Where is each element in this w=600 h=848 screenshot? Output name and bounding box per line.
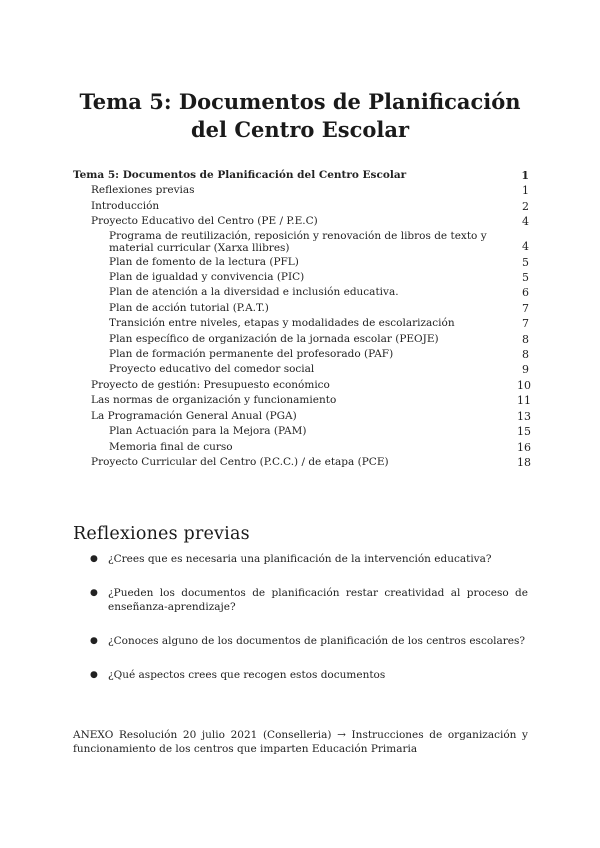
toc-entry[interactable] — [73, 270, 529, 285]
toc-entry-title: Plan de formación permanente del profesorado (PAF) — [109, 348, 394, 361]
toc-entry[interactable] — [73, 285, 529, 300]
toc-entry-page: 1 — [521, 169, 529, 182]
question-list — [73, 552, 528, 702]
question-text: ¿Crees que es necesaria una planificación de la intervención educativa? — [108, 553, 492, 565]
toc-entry[interactable] — [73, 199, 529, 214]
toc-entry[interactable] — [73, 347, 529, 362]
toc-entry[interactable] — [73, 378, 529, 393]
toc-entry-page: 6 — [522, 286, 529, 300]
toc-entry-title: Proyecto educativo del comedor social — [109, 363, 315, 376]
toc-entry-title: Proyecto Curricular del Centro (P.C.C.) / de etapa (PCE) — [91, 455, 389, 468]
toc-entry-page: 8 — [522, 332, 529, 346]
toc-entry-page: 13 — [517, 409, 531, 423]
toc-entry[interactable] — [73, 301, 529, 316]
toc-entry-page: 5 — [522, 271, 529, 285]
toc-entry-page: 4 — [522, 215, 529, 229]
toc-entry[interactable] — [73, 393, 529, 408]
toc-entry-title: Plan de fomento de la lectura (PFL) — [109, 255, 299, 268]
toc-entry-title: Plan de igualdad y convivencia (PIC) — [109, 271, 305, 284]
toc-entry-title: Transición entre niveles, etapas y modalidades de escolarización — [109, 317, 455, 330]
toc-entry[interactable] — [73, 230, 529, 255]
toc-entry-page: 7 — [522, 317, 529, 331]
toc-entry-page: 15 — [517, 425, 531, 439]
toc-entry-title: Reflexiones previas — [91, 184, 195, 197]
bullet-icon: ● — [90, 554, 98, 564]
question-text: ¿Pueden los documentos de planificación restar creatividad al proceso de enseñanza-aprendizaje? — [108, 587, 528, 613]
toc-entry-title: Plan Actuación para la Mejora (PAM) — [109, 425, 307, 438]
table-of-contents — [73, 168, 529, 470]
list-item — [73, 586, 528, 614]
toc-entry-title: Programa de reutilización, reposición y renovación de libros de texto y material curricular (Xarxa llibres) — [109, 229, 487, 255]
bullet-icon: ● — [90, 636, 98, 646]
toc-entry-title: Memoria final de curso — [109, 440, 233, 453]
toc-entry-title: Introducción — [91, 199, 160, 212]
question-text: ¿Conoces alguno de los documentos de planificación de los centros escolares? — [108, 635, 526, 647]
page-title: Tema 5: Documentos de Planificación del Centro Escolar — [79, 89, 521, 142]
toc-entry[interactable] — [73, 362, 529, 377]
toc-entry-page: 10 — [517, 378, 531, 392]
toc-entry-title: Las normas de organización y funcionamiento — [91, 394, 337, 407]
toc-entry-page: 2 — [522, 199, 529, 213]
toc-entry-page: 16 — [517, 440, 531, 454]
toc-entry-page: 9 — [522, 363, 529, 377]
toc-entry-title: Proyecto Educativo del Centro (PE / P.E.C) — [91, 215, 318, 228]
bullet-icon: ● — [90, 670, 98, 680]
toc-entry[interactable] — [73, 409, 529, 424]
toc-entry-title: Plan de acción tutorial (P.A.T.) — [109, 301, 269, 314]
list-item — [73, 634, 528, 648]
toc-entry[interactable] — [73, 214, 529, 229]
toc-entry-page: 4 — [522, 240, 529, 254]
question-text: ¿Qué aspectos crees que recogen estos documentos — [108, 669, 386, 681]
toc-entry-title: Tema 5: Documentos de Planificación del Centro Escolar — [73, 169, 407, 181]
toc-entry-page: 8 — [522, 348, 529, 362]
list-item — [73, 552, 528, 566]
toc-entry-page: 5 — [522, 255, 529, 269]
toc-entry-page: 11 — [517, 394, 531, 408]
bullet-icon: ● — [90, 588, 98, 598]
annex-note: ANEXO Resolución 20 julio 2021 (Conselleria) → Instrucciones de organización y funcionamiento de los centros que imparten Educación Primaria — [73, 729, 528, 755]
toc-entry-page: 18 — [517, 455, 531, 469]
toc-entry[interactable] — [73, 332, 529, 347]
toc-entry-title: Proyecto de gestión: Presupuesto económico — [91, 378, 330, 391]
toc-entry-page: 7 — [522, 301, 529, 315]
toc-entry-title: Plan específico de organización de la jornada escolar (PEOJE) — [109, 332, 439, 345]
toc-entry-title: La Programación General Anual (PGA) — [91, 409, 297, 422]
toc-entry[interactable] — [73, 168, 529, 183]
toc-entry[interactable] — [73, 316, 529, 331]
list-item — [73, 668, 528, 682]
toc-entry[interactable] — [73, 440, 529, 455]
toc-entry-title: Plan de atención a la diversidad e inclusión educativa. — [109, 286, 399, 299]
toc-entry[interactable] — [73, 183, 529, 198]
toc-entry[interactable] — [73, 255, 529, 270]
toc-entry[interactable] — [73, 424, 529, 439]
section-heading: Reflexiones previas — [73, 524, 250, 544]
toc-entry[interactable] — [73, 455, 529, 470]
toc-entry-page: 1 — [522, 184, 529, 198]
